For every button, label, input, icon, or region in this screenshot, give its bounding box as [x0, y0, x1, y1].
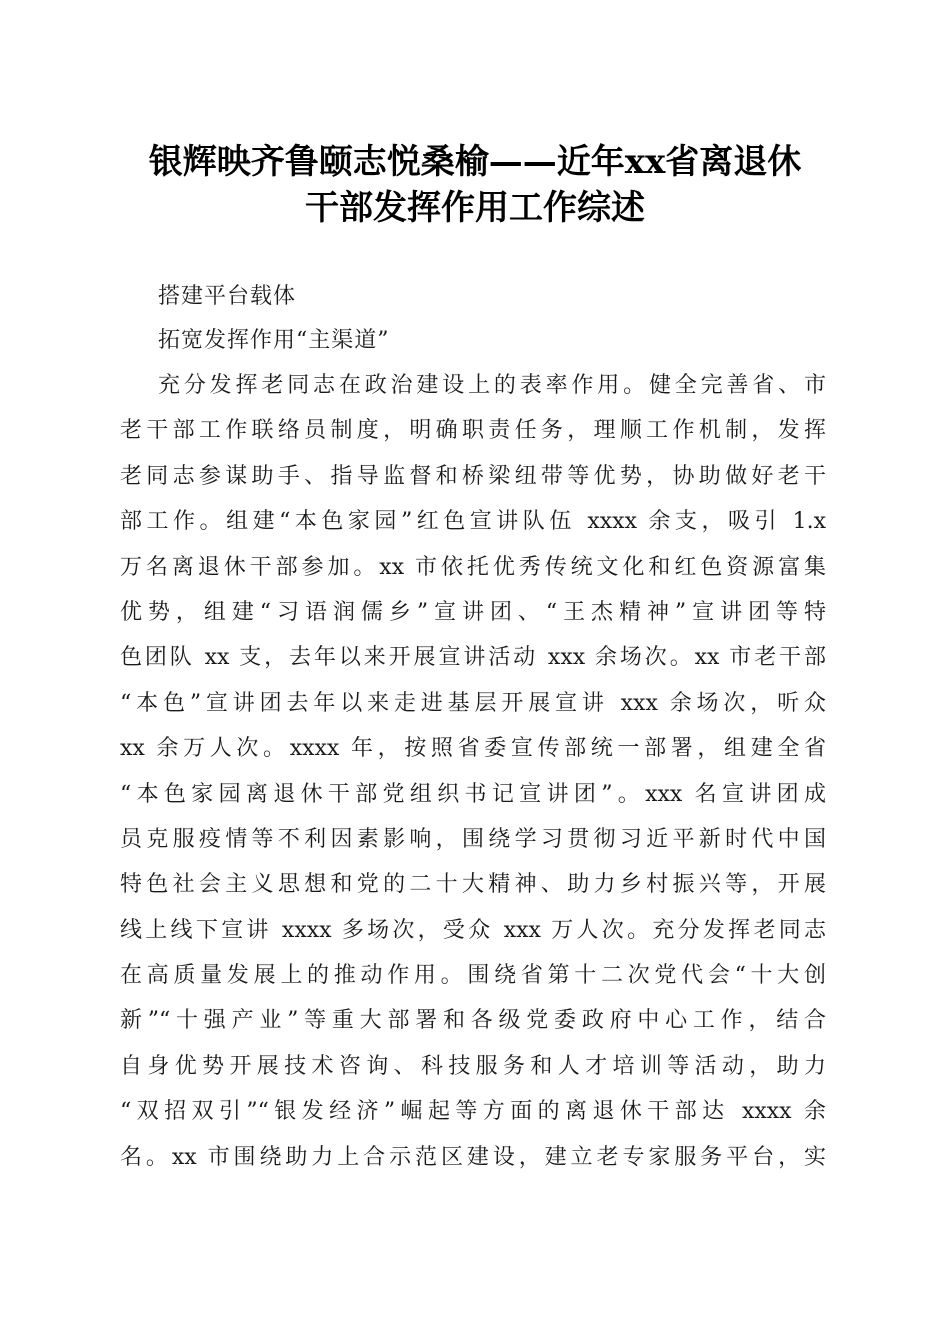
body-line: 线上线下宣讲 xxxx 多场次，受众 xxx 万人次。充分发挥老同志: [120, 917, 826, 943]
body-line: 员克服疫情等不利因素影响，围绕学习贯彻习近平新时代中国: [120, 826, 826, 852]
body-line: 老干部工作联络员制度，明确职责任务，理顺工作机制，发挥: [120, 418, 826, 444]
body-line: “本色家园离退休干部党组织书记宣讲团”。xxx 名宣讲团成: [120, 781, 826, 807]
body-line: 老同志参谋助手、指导监督和桥梁纽带等优势，协助做好老干: [120, 463, 826, 489]
document-title-line-1: 银辉映齐鲁颐志悦桑榆——近年xx省离退休: [148, 142, 802, 182]
body-line: 自身优势开展技术咨询、科技服务和人才培训等活动，助力: [120, 1053, 826, 1079]
body-line: 色团队 xx 支，去年以来开展宣讲活动 xxx 余场次。xx 市老干部: [120, 645, 826, 671]
body-line: 优势，组建“习语润儒乡”宣讲团、“王杰精神”宣讲团等特: [120, 599, 826, 625]
body-line: 特色社会主义思想和党的二十大精神、助力乡村振兴等，开展: [120, 872, 826, 898]
section-heading: 搭建平台载体: [158, 284, 297, 309]
body-line: 新”“十强产业”等重大部署和各级党委政府中心工作，结合: [120, 1008, 826, 1034]
body-paragraph: [120, 368, 826, 1185]
body-line: 充分发挥老同志在政治建设上的表率作用。健全完善省、市: [158, 373, 826, 398]
body-line: 万名离退休干部参加。xx 市依托优秀传统文化和红色资源富集: [120, 554, 826, 580]
body-line: “本色”宣讲团去年以来走进基层开展宣讲 xxx 余场次，听众: [120, 690, 826, 716]
body-line: 部工作。组建“本色家园”红色宣讲队伍 xxxx 余支，吸引 1.x: [120, 509, 826, 535]
document-title-line-2: 干部发挥作用工作综述: [305, 188, 645, 228]
body-line: xx 余万人次。xxxx 年，按照省委宣传部统一部署，组建全省: [120, 736, 826, 762]
subsection-heading: 拓宽发挥作用“主渠道”: [158, 328, 390, 353]
body-line: 名。xx 市围绕助力上合示范区建设，建立老专家服务平台，实: [120, 1144, 826, 1170]
body-line: “双招双引”“银发经济”崛起等方面的离退休干部达 xxxx 余: [120, 1099, 826, 1125]
body-line: 在高质量发展上的推动作用。围绕省第十二次党代会“十大创: [120, 963, 826, 989]
